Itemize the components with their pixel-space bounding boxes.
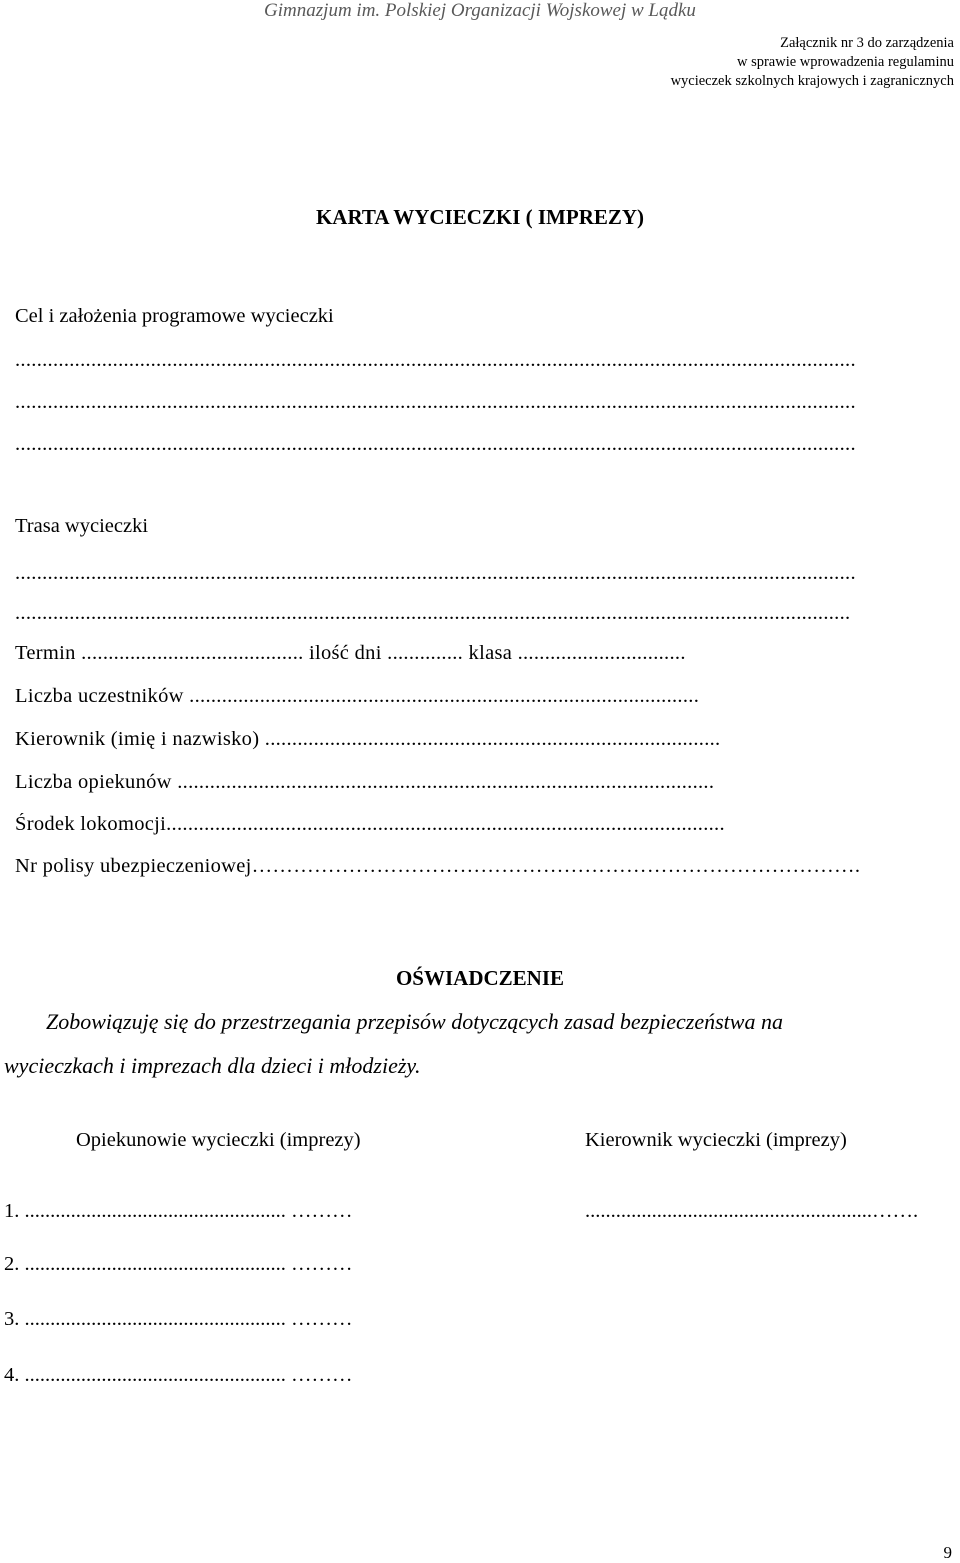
guardians-heading: Opiekunowie wycieczki (imprezy) [76, 1129, 361, 1151]
guardian-signature-line: 1. ................................................... ……… [4, 1200, 353, 1222]
participants-line: Liczba uczestników .............................................................................................. [15, 685, 700, 707]
leader-heading: Kierownik wycieczki (imprezy) [585, 1129, 847, 1151]
page-number: 9 [943, 1543, 952, 1562]
annex-line: w sprawie wprowadzenia regulaminu [736, 54, 954, 70]
declaration-text-line: wycieczkach i imprezach dla dzieci i młodzieży. [4, 1053, 421, 1078]
declaration-text-line: Zobowiązuję się do przestrzegania przepisów dotyczących zasad bezpieczeństwa na [46, 1009, 783, 1034]
annex-line: Załącznik nr 3 do zarządzenia [780, 35, 954, 51]
route-dots-line: .......................................................................................................................................................... [15, 602, 851, 624]
annex-note [671, 34, 954, 91]
school-header: Gimnazjum im. Polskiej Organizacji Wojskowej w Lądku [264, 0, 696, 21]
leader-name-line: Kierownik (imię i nazwisko) .................................................................................... [15, 728, 721, 750]
guardian-signature-line: 3. ................................................... ……… [4, 1308, 353, 1330]
route-dots-line: ........................................................................................................................................................... [15, 562, 856, 584]
goals-dots-line: ........................................................................................................................................................... [15, 391, 856, 413]
guardian-signature-line: 2. ................................................... ……… [4, 1253, 353, 1275]
guardians-count-line: Liczba opiekunów ................................................................................................... [15, 771, 715, 793]
form-title: KARTA WYCIECZKI ( IMPREZY) [315, 205, 645, 229]
leader-signature-line: ........................................................……. [585, 1200, 919, 1222]
insurance-policy-line: Nr polisy ubezpieczeniowej……………………………………………………………………………. [15, 855, 861, 877]
goals-label: Cel i założenia programowe wycieczki [15, 305, 334, 327]
goals-dots-line: ........................................................................................................................................................... [15, 349, 856, 371]
date-line: Termin ......................................... ilość dni .............. klasa ............................... [15, 642, 686, 664]
guardian-signature-line: 4. ................................................... ……… [4, 1364, 353, 1386]
route-label: Trasa wycieczki [15, 515, 149, 537]
goals-dots-line: ........................................................................................................................................................... [15, 433, 856, 455]
declaration-title: OŚWIADCZENIE [395, 966, 565, 990]
annex-line: wycieczek szkolnych krajowych i zagranicznych [670, 73, 954, 89]
transport-line: Środek lokomocji....................................................................................................... [15, 813, 725, 835]
